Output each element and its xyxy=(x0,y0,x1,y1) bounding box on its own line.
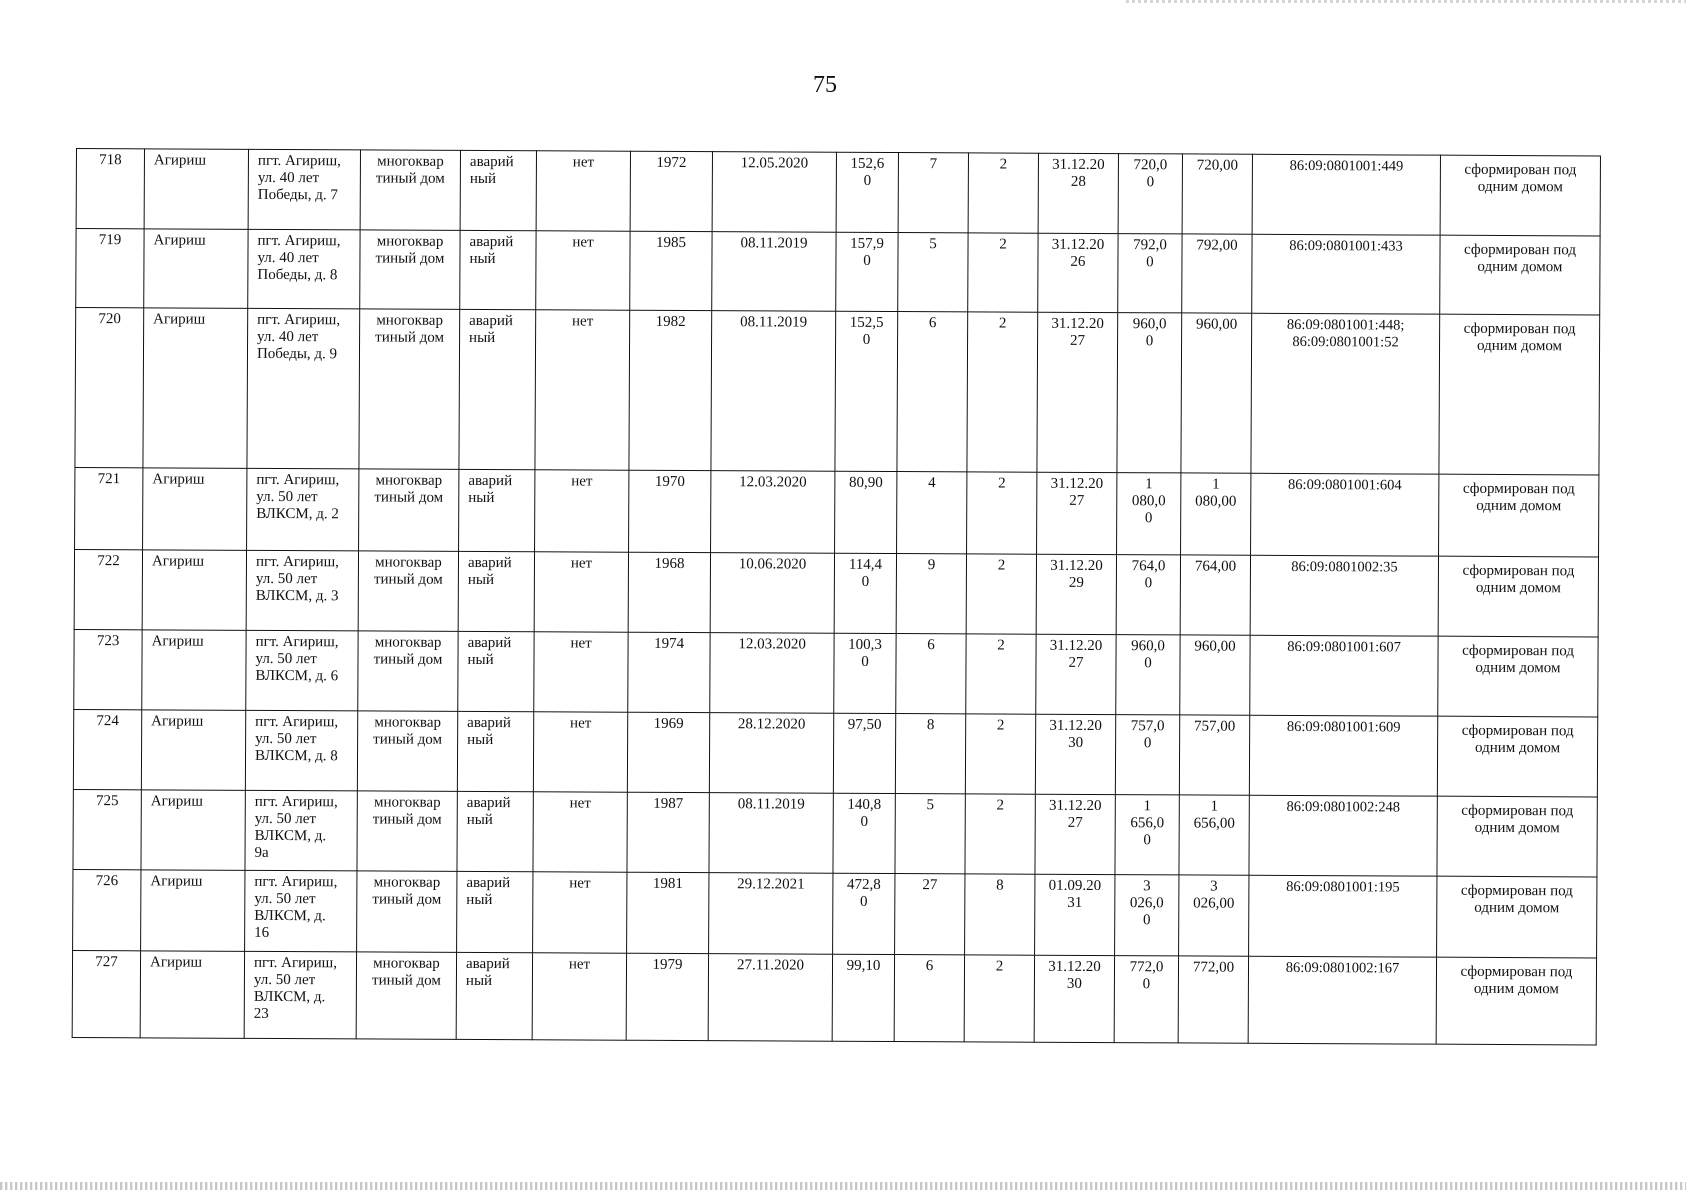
area-cell: 157,9 0 xyxy=(836,232,898,311)
building-type-cell: многоквар тиный дом xyxy=(357,711,457,791)
building-type-cell: многоквар тиный дом xyxy=(356,952,456,1039)
table-row xyxy=(75,467,1599,556)
row-number: 719 xyxy=(76,229,144,308)
condition-cell: аварий ный xyxy=(457,871,533,952)
date-cell: 29.12.2021 xyxy=(709,873,833,955)
scan-edge-bottom xyxy=(0,1182,1686,1190)
condition-cell: аварий ный xyxy=(460,230,536,309)
sum-b-cell: 720,00 xyxy=(1182,154,1252,234)
deadline-cell: 31.12.20 29 xyxy=(1036,554,1116,634)
cadastral-number-cell: 86:09:0801001:449 xyxy=(1252,154,1440,235)
sum-a-cell: 764,0 0 xyxy=(1116,555,1180,635)
date-cell: 28.12.2020 xyxy=(709,713,833,794)
condition-cell: аварий ный xyxy=(457,791,533,871)
locality-cell: Агириш xyxy=(143,468,247,551)
condition-cell: аварий ный xyxy=(457,711,533,791)
address-cell: пгт. Агириш, ул. 40 лет Победы, д. 8 xyxy=(248,229,360,309)
date-cell: 12.05.2020 xyxy=(712,152,836,233)
year-cell: 1981 xyxy=(627,872,709,953)
housing-registry-table xyxy=(72,148,1601,1045)
table-row xyxy=(76,229,1600,315)
count-a-cell: 6 xyxy=(897,312,968,472)
deadline-cell: 31.12.20 30 xyxy=(1035,714,1115,794)
locality-cell: Агириш xyxy=(141,710,245,791)
status-cell: сформирован под одним домом xyxy=(1437,716,1597,797)
status-cell: сформирован под одним домом xyxy=(1437,876,1597,958)
table-row xyxy=(76,149,1600,236)
building-type-cell: многоквар тиный дом xyxy=(359,309,460,469)
status-cell: сформирован под одним домом xyxy=(1438,636,1598,717)
count-a-cell: 27 xyxy=(895,874,965,955)
building-type-cell: многоквар тиный дом xyxy=(358,551,458,631)
date-cell: 08.11.2019 xyxy=(712,232,836,312)
area-cell: 114,4 0 xyxy=(834,553,896,633)
condition-cell: аварий ный xyxy=(456,952,532,1039)
deadline-cell: 31.12.20 26 xyxy=(1038,233,1118,312)
flag-cell: нет xyxy=(532,953,626,1040)
area-cell: 140,8 0 xyxy=(833,793,895,873)
deadline-cell: 31.12.20 27 xyxy=(1037,472,1117,554)
deadline-cell: 31.12.20 27 xyxy=(1035,794,1115,874)
cadastral-number-cell: 86:09:0801001:609 xyxy=(1249,715,1437,796)
address-cell: пгт. Агириш, ул. 50 лет ВЛКСМ, д. 23 xyxy=(244,951,356,1039)
date-cell: 12.03.2020 xyxy=(711,471,835,554)
area-cell: 99,10 xyxy=(832,954,894,1041)
status-cell: сформирован под одним домом xyxy=(1440,155,1600,236)
cadastral-number-cell: 86:09:0801001:448; 86:09:0801001:52 xyxy=(1251,313,1440,474)
cadastral-number-cell: 86:09:0801002:35 xyxy=(1250,555,1438,636)
count-a-cell: 5 xyxy=(898,233,968,312)
flag-cell: нет xyxy=(534,552,628,632)
row-number: 727 xyxy=(72,950,140,1037)
row-number: 726 xyxy=(73,869,141,950)
status-cell: сформирован под одним домом xyxy=(1439,474,1599,557)
sum-b-cell: 960,00 xyxy=(1180,635,1250,715)
address-cell: пгт. Агириш, ул. 50 лет ВЛКСМ, д. 16 xyxy=(245,870,357,952)
deadline-cell: 31.12.20 28 xyxy=(1038,153,1118,233)
condition-cell: аварий ный xyxy=(460,150,536,230)
address-cell: пгт. Агириш, ул. 50 лет ВЛКСМ, д. 6 xyxy=(246,630,358,711)
date-cell: 27.11.2020 xyxy=(708,954,832,1042)
locality-cell: Агириш xyxy=(141,870,245,952)
date-cell: 12.03.2020 xyxy=(710,633,834,714)
year-cell: 1987 xyxy=(627,792,709,872)
year-cell: 1968 xyxy=(628,552,710,632)
sum-a-cell: 960,0 0 xyxy=(1116,635,1180,715)
year-cell: 1969 xyxy=(627,712,709,792)
status-cell: сформирован под одним домом xyxy=(1438,556,1598,637)
locality-cell: Агириш xyxy=(142,630,246,711)
date-cell: 08.11.2019 xyxy=(711,311,836,472)
locality-cell: Агириш xyxy=(141,790,245,871)
locality-cell: Агириш xyxy=(144,229,248,309)
area-cell: 472,8 0 xyxy=(833,873,895,954)
sum-b-cell: 772,00 xyxy=(1178,956,1248,1043)
row-number: 720 xyxy=(75,308,144,468)
address-cell: пгт. Агириш, ул. 50 лет ВЛКСМ, д. 2 xyxy=(247,468,359,551)
flag-cell: нет xyxy=(533,712,627,792)
sum-b-cell: 764,00 xyxy=(1180,555,1250,635)
year-cell: 1985 xyxy=(630,231,712,310)
building-type-cell: многоквар тиный дом xyxy=(360,230,460,309)
sum-a-cell: 1 080,0 0 xyxy=(1117,473,1181,555)
address-cell: пгт. Агириш, ул. 50 лет ВЛКСМ, д. 9а xyxy=(245,790,357,871)
building-type-cell: многоквар тиный дом xyxy=(360,150,460,230)
table-row xyxy=(74,549,1598,636)
cadastral-number-cell: 86:09:0801001:604 xyxy=(1251,473,1439,556)
condition-cell: аварий ный xyxy=(458,631,534,711)
building-type-cell: многоквар тиный дом xyxy=(359,469,459,551)
status-cell: сформирован под одним домом xyxy=(1439,314,1600,475)
flag-cell: нет xyxy=(535,310,630,470)
locality-cell: Агириш xyxy=(140,951,244,1039)
area-cell: 152,5 0 xyxy=(835,311,898,471)
building-type-cell: многоквар тиный дом xyxy=(358,631,458,711)
deadline-cell: 31.12.20 27 xyxy=(1037,312,1118,472)
count-a-cell: 9 xyxy=(896,554,966,634)
year-cell: 1972 xyxy=(630,151,712,231)
condition-cell: аварий ный xyxy=(459,309,536,469)
address-cell: пгт. Агириш, ул. 40 лет Победы, д. 7 xyxy=(248,149,360,230)
sum-a-cell: 792,0 0 xyxy=(1118,234,1182,313)
count-b-cell: 2 xyxy=(964,955,1034,1042)
row-number: 722 xyxy=(74,549,142,629)
page-number: 75 xyxy=(813,72,837,98)
building-type-cell: многоквар тиный дом xyxy=(357,871,457,952)
sum-a-cell: 3 026,0 0 xyxy=(1115,875,1179,956)
count-b-cell: 2 xyxy=(965,794,1035,874)
sum-b-cell: 1 080,00 xyxy=(1181,473,1251,555)
area-cell: 97,50 xyxy=(833,713,895,793)
sum-b-cell: 1 656,00 xyxy=(1179,795,1249,875)
area-cell: 152,6 0 xyxy=(836,152,898,232)
scan-edge-top xyxy=(1126,0,1686,3)
sum-b-cell: 960,00 xyxy=(1181,313,1252,473)
address-cell: пгт. Агириш, ул. 40 лет Победы, д. 9 xyxy=(247,308,360,469)
sum-b-cell: 792,00 xyxy=(1182,234,1252,313)
table-row xyxy=(72,950,1596,1044)
count-b-cell: 2 xyxy=(966,634,1036,714)
flag-cell: нет xyxy=(536,151,630,231)
locality-cell: Агириш xyxy=(142,550,246,631)
count-b-cell: 2 xyxy=(966,554,1036,634)
count-b-cell: 2 xyxy=(968,153,1038,233)
sum-a-cell: 772,0 0 xyxy=(1114,956,1178,1043)
area-cell: 100,3 0 xyxy=(834,633,896,713)
locality-cell: Агириш xyxy=(143,308,248,469)
count-a-cell: 6 xyxy=(894,955,964,1042)
flag-cell: нет xyxy=(536,231,630,310)
deadline-cell: 31.12.20 27 xyxy=(1036,634,1116,714)
count-a-cell: 6 xyxy=(896,634,966,714)
address-cell: пгт. Агириш, ул. 50 лет ВЛКСМ, д. 3 xyxy=(246,550,358,631)
sum-a-cell: 757,0 0 xyxy=(1115,715,1179,795)
count-a-cell: 4 xyxy=(897,472,967,554)
count-a-cell: 7 xyxy=(898,153,968,233)
count-b-cell: 2 xyxy=(967,312,1038,472)
table-row xyxy=(73,789,1597,876)
cadastral-number-cell: 86:09:0801001:195 xyxy=(1249,875,1437,957)
cadastral-number-cell: 86:09:0801002:167 xyxy=(1248,956,1436,1044)
deadline-cell: 31.12.20 30 xyxy=(1034,955,1114,1042)
year-cell: 1982 xyxy=(629,310,712,470)
cadastral-number-cell: 86:09:0801001:433 xyxy=(1252,234,1440,314)
row-number: 718 xyxy=(76,149,144,229)
flag-cell: нет xyxy=(535,470,629,552)
flag-cell: нет xyxy=(533,792,627,872)
address-cell: пгт. Агириш, ул. 50 лет ВЛКСМ, д. 8 xyxy=(245,710,357,791)
count-b-cell: 2 xyxy=(968,233,1038,312)
cadastral-number-cell: 86:09:0801001:607 xyxy=(1250,635,1438,716)
flag-cell: нет xyxy=(534,632,628,712)
condition-cell: аварий ный xyxy=(458,551,534,631)
locality-cell: Агириш xyxy=(144,149,248,230)
row-number: 724 xyxy=(73,709,141,789)
row-number: 721 xyxy=(75,467,143,549)
status-cell: сформирован под одним домом xyxy=(1437,796,1597,877)
table-row xyxy=(73,869,1597,957)
row-number: 723 xyxy=(74,629,142,709)
count-b-cell: 8 xyxy=(965,874,1035,955)
status-cell: сформирован под одним домом xyxy=(1440,235,1600,315)
sum-a-cell: 1 656,0 0 xyxy=(1115,795,1179,875)
sum-b-cell: 3 026,00 xyxy=(1179,875,1249,956)
count-b-cell: 2 xyxy=(967,472,1037,554)
year-cell: 1974 xyxy=(628,632,710,712)
area-cell: 80,90 xyxy=(835,471,897,553)
date-cell: 08.11.2019 xyxy=(709,793,833,874)
table-row xyxy=(74,629,1598,716)
count-a-cell: 5 xyxy=(895,794,965,874)
date-cell: 10.06.2020 xyxy=(710,553,834,634)
building-type-cell: многоквар тиный дом xyxy=(357,791,457,871)
table-row xyxy=(73,709,1597,796)
count-b-cell: 2 xyxy=(965,714,1035,794)
sum-a-cell: 960,0 0 xyxy=(1117,313,1182,473)
cadastral-number-cell: 86:09:0801002:248 xyxy=(1249,795,1437,876)
year-cell: 1970 xyxy=(629,470,711,552)
deadline-cell: 01.09.20 31 xyxy=(1035,874,1115,955)
condition-cell: аварий ный xyxy=(459,469,535,551)
table-row xyxy=(75,308,1600,475)
flag-cell: нет xyxy=(533,872,627,953)
year-cell: 1979 xyxy=(626,953,708,1040)
count-a-cell: 8 xyxy=(895,714,965,794)
status-cell: сформирован под одним домом xyxy=(1436,957,1596,1045)
sum-a-cell: 720,0 0 xyxy=(1118,154,1182,234)
sum-b-cell: 757,00 xyxy=(1179,715,1249,795)
row-number: 725 xyxy=(73,789,141,869)
